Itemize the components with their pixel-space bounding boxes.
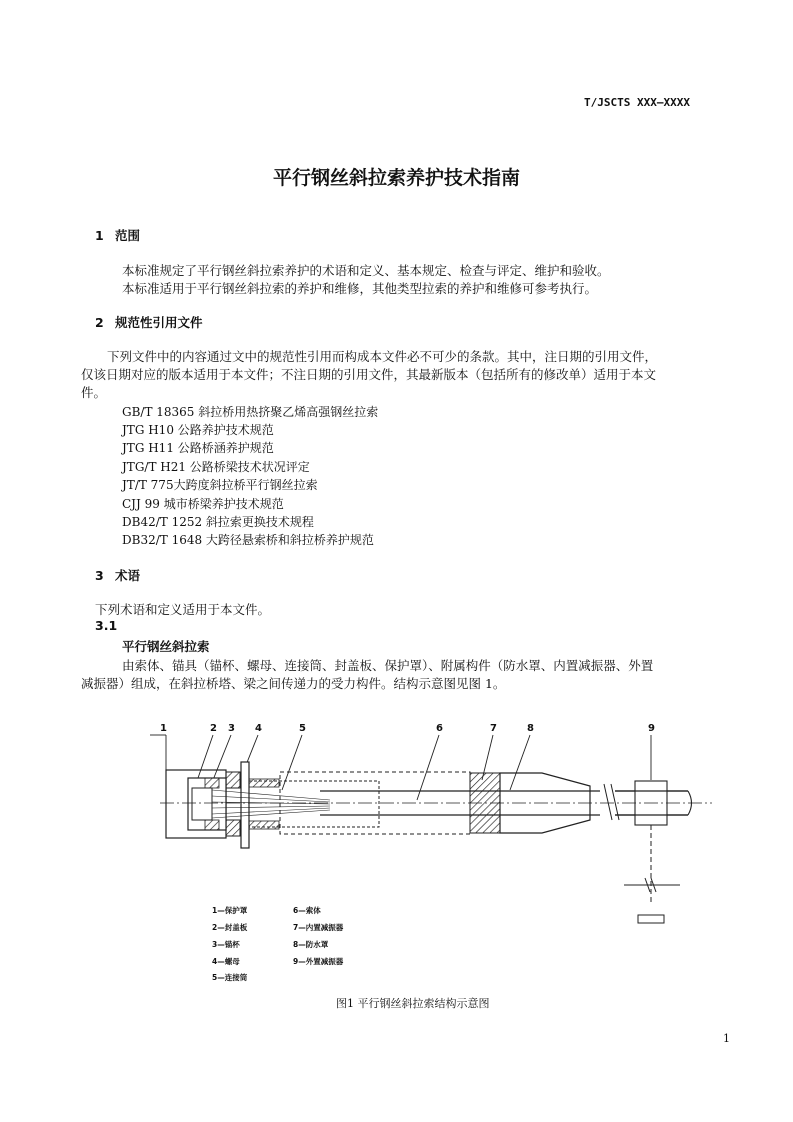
page-number: 1: [723, 1032, 730, 1045]
bearing-plate: [241, 762, 249, 848]
section-title: 范围: [115, 228, 141, 243]
callout-label: 1: [160, 723, 167, 734]
reference-item: JTG/T H21 公路桥梁技术状况评定: [122, 460, 310, 474]
standard-number: T/JSCTS XXX—XXXX: [584, 96, 690, 109]
callout-label: 8: [527, 723, 534, 734]
legend-item: 6—索体: [293, 906, 321, 915]
legend-item: 7—内置减振器: [293, 923, 344, 932]
term-definition-line-2: 减振器）组成，在斜拉桥塔、梁之间传递力的受力构件。结构示意图见图 1。: [81, 676, 506, 691]
legend-item: 8—防水罩: [293, 940, 329, 949]
callout-label: 7: [490, 723, 497, 734]
reference-item: JTG H11 公路桥涵养护规范: [122, 441, 274, 455]
callout-label: 9: [648, 723, 655, 734]
section-title: 规范性引用文件: [115, 315, 203, 330]
wire-fan: [212, 790, 330, 818]
legend-item: 5—连接筒: [212, 973, 248, 982]
reference-item: CJJ 99 城市桥梁养护技术规范: [122, 497, 284, 511]
section-title: 术语: [115, 568, 141, 583]
reference-item: JTG H10 公路养护技术规范: [122, 423, 274, 437]
reference-item: DB32/T 1648 大跨径悬索桥和斜拉桥养护规范: [122, 533, 374, 547]
terms-intro: 下列术语和定义适用于本文件。: [95, 602, 271, 617]
callout-label: 4: [255, 723, 262, 734]
damper-base: [638, 915, 664, 923]
section-number: 1: [95, 228, 104, 243]
reference-item: JT/T 775大跨度斜拉桥平行钢丝拉索: [122, 478, 318, 492]
legend-item: 9—外置减振器: [293, 957, 344, 966]
term-definition-line-1: 由索体、锚具（锚杯、螺母、连接筒、封盖板、保护罩）、附属构件（防水罩、内置减振器、外置: [122, 658, 654, 673]
reference-item: DB42/T 1252 斜拉索更换技术规程: [122, 515, 314, 529]
legend-item: 4—螺母: [212, 957, 240, 966]
scope-paragraph-2: 本标准适用于平行钢丝斜拉索的养护和维修，其他类型拉索的养护和维修可参考执行。: [122, 281, 598, 296]
figure-caption: 图1 平行钢丝斜拉索结构示意图: [336, 997, 490, 1010]
references-intro-line-1: 下列文件中的内容通过文中的规范性引用而构成本文件必不可少的条款。其中，注日期的引用文件，: [107, 349, 658, 364]
callout-numbers: [160, 723, 655, 734]
reference-item: GB/T 18365 斜拉桥用热挤聚乙烯高强钢丝拉索: [122, 405, 379, 419]
callout-label: 6: [436, 723, 443, 734]
legend-item: 3—锚杯: [212, 940, 240, 949]
callout-label: 2: [210, 723, 217, 734]
legend-item: 2—封盖板: [212, 923, 248, 932]
clause-number: 3.1: [95, 618, 118, 633]
legend-item: 1—保护罩: [212, 906, 248, 915]
callout-label: 5: [299, 723, 306, 734]
section-number: 2: [95, 315, 104, 330]
document-title: 平行钢丝斜拉索养护技术指南: [272, 167, 520, 189]
term-name: 平行钢丝斜拉索: [122, 639, 210, 654]
references-intro-line-2: 仅该日期对应的版本适用于本文件；不注日期的引用文件，其最新版本（包括所有的修改单）适用于本文: [81, 367, 657, 382]
callout-label: 3: [228, 723, 235, 734]
figure-legend: [212, 905, 344, 982]
references-intro-line-3: 件。: [81, 385, 107, 400]
scope-paragraph-1: 本标准规定了平行钢丝斜拉索养护的术语和定义、基本规定、检查与评定、维护和验收。: [122, 263, 610, 278]
section-number: 3: [95, 568, 104, 583]
